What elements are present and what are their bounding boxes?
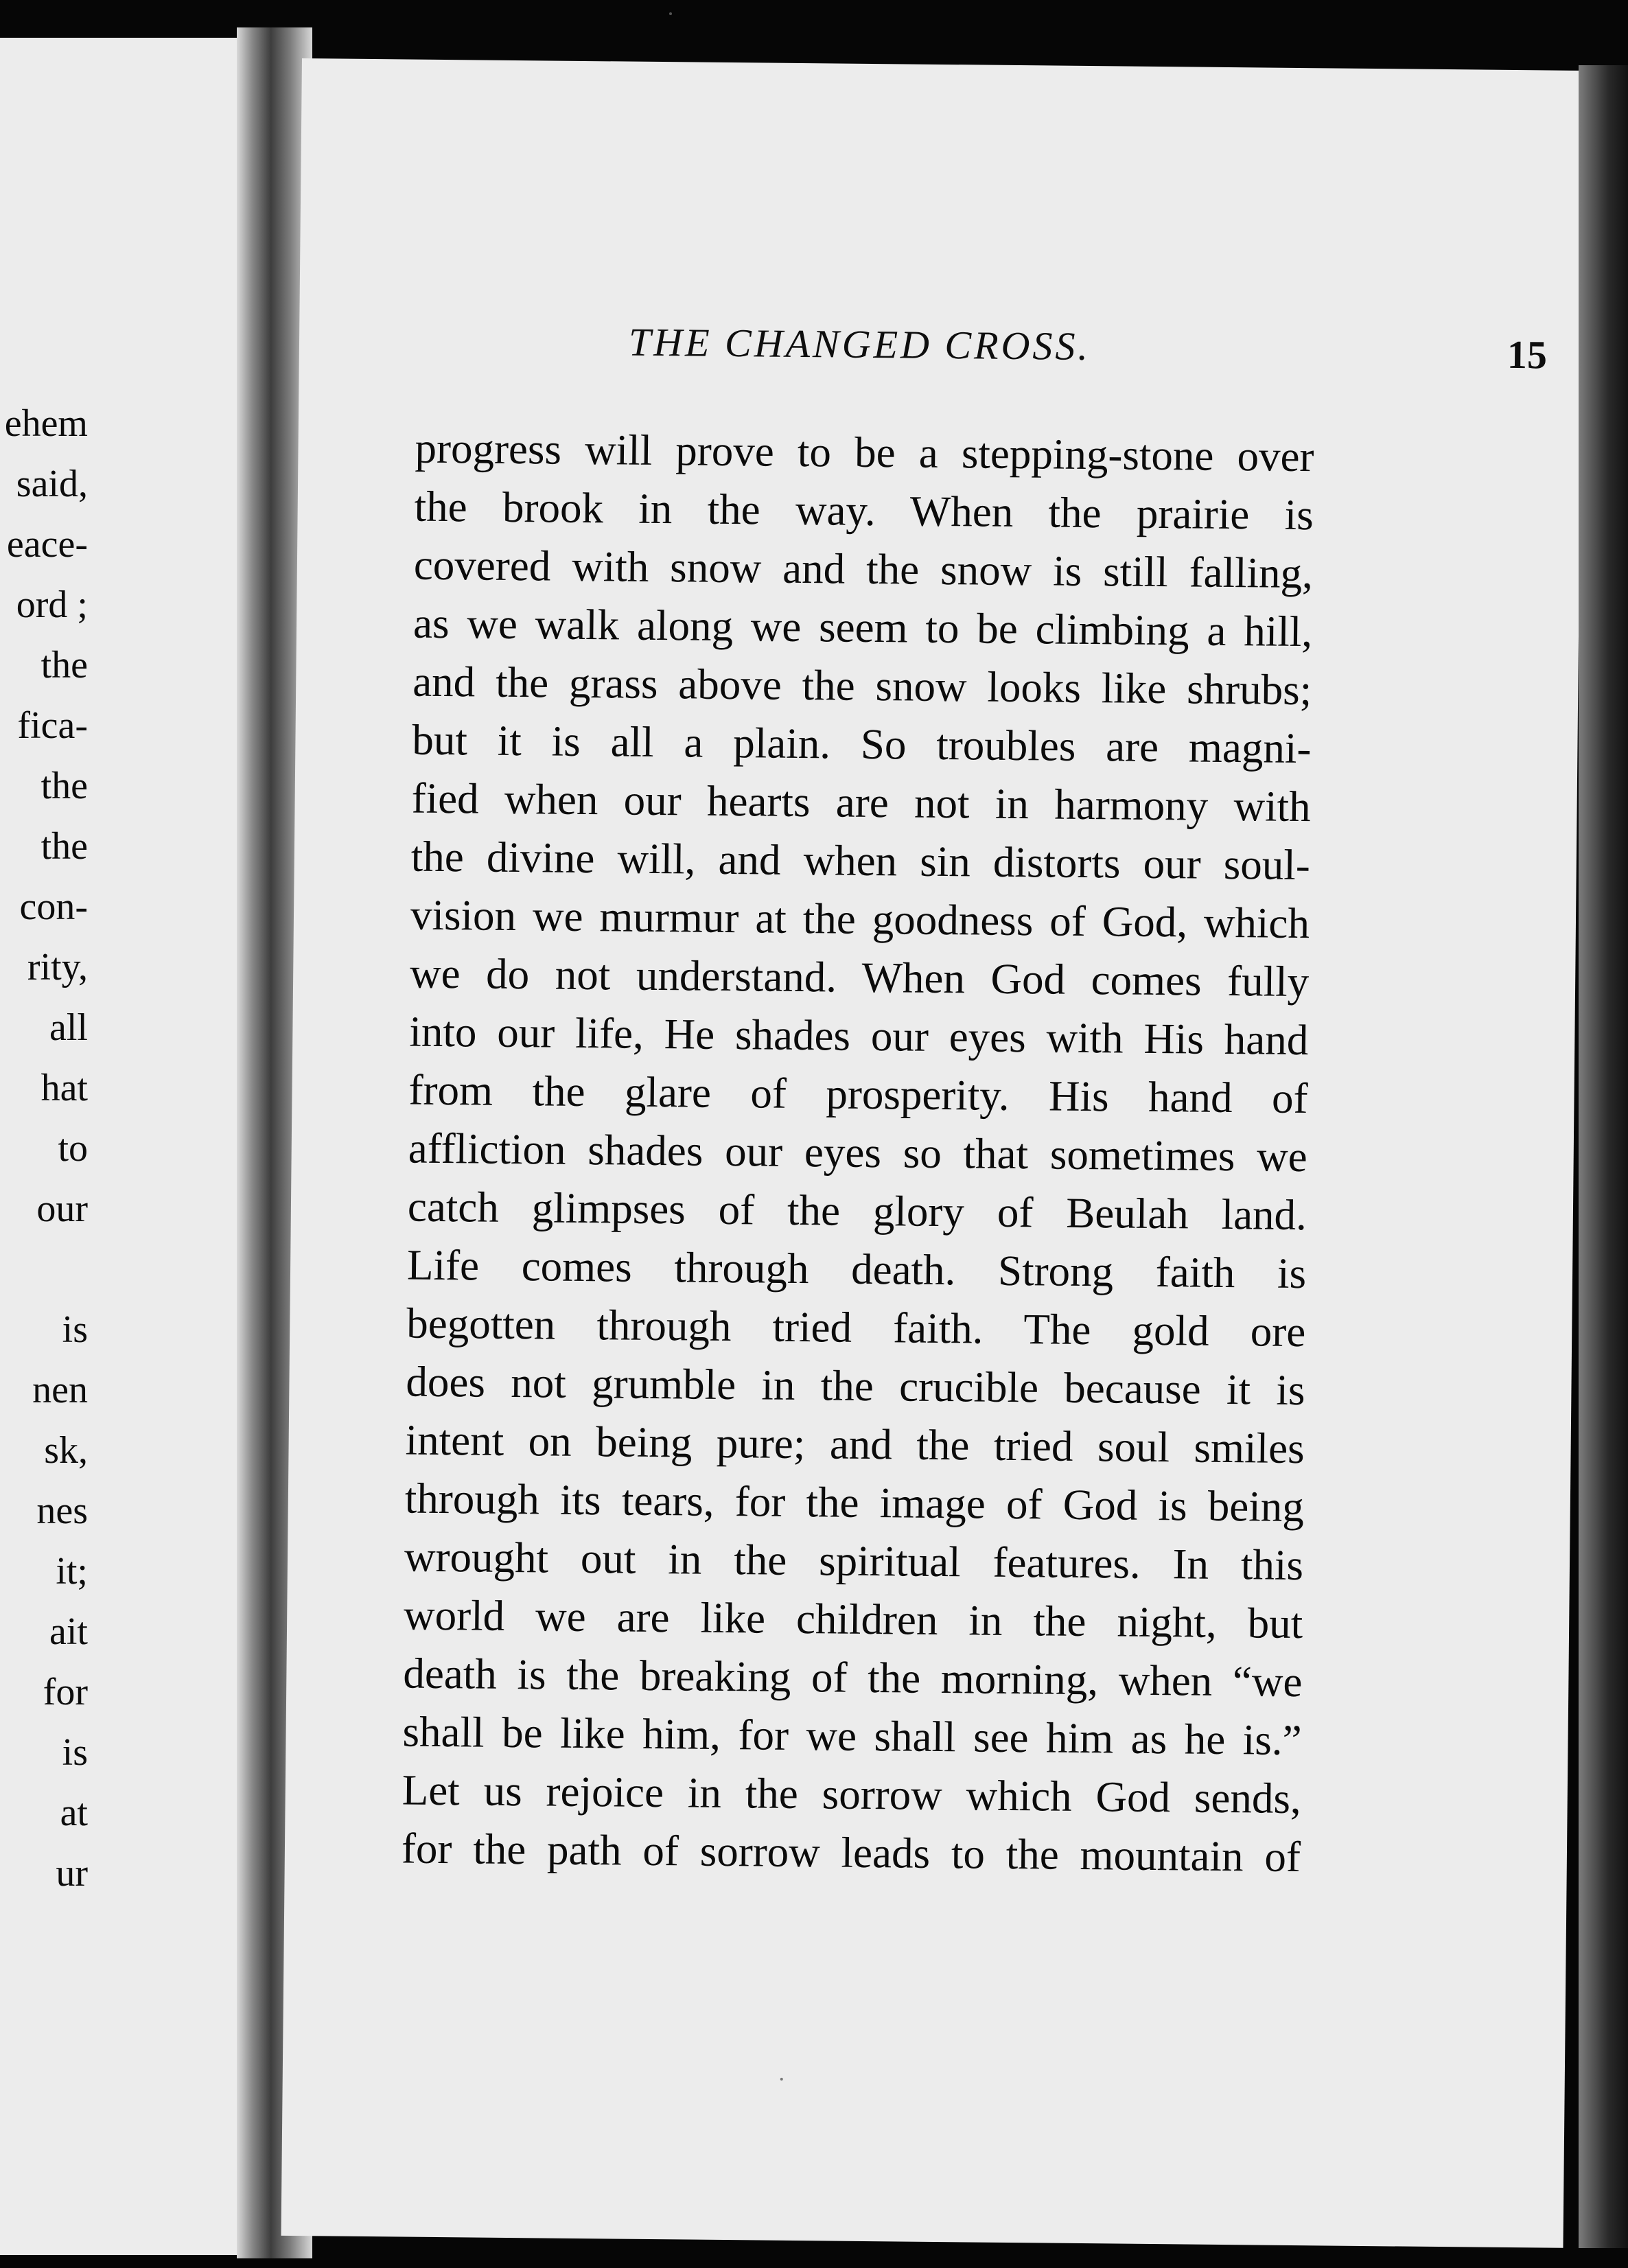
text-line: the divine will, and when sin distorts our soul- — [410, 832, 1311, 890]
left-page-line: all — [49, 1006, 88, 1049]
left-page-line: it; — [56, 1550, 88, 1593]
text-line: does not grumble in the crucible because it is — [406, 1357, 1305, 1415]
left-page-line: eace- — [6, 523, 88, 566]
page-number: 15 — [1507, 332, 1548, 378]
left-page-line: said, — [16, 463, 88, 505]
left-page-line: ord ; — [16, 583, 88, 626]
text-line: Life comes through death. Strong faith is — [406, 1240, 1307, 1298]
text-line: and the grass above the snow looks like shrubs; — [412, 657, 1312, 715]
left-page-line: hat — [40, 1067, 88, 1109]
text-line: affliction shades our eyes so that sometimes we — [408, 1124, 1308, 1181]
left-page-line: fica- — [17, 704, 88, 747]
text-line: shall be like him, for we shall see him as he is.” — [402, 1707, 1302, 1765]
scan-speck — [669, 12, 672, 15]
text-line: the brook in the way. When the prairie is — [414, 482, 1314, 540]
text-line: wrought out in the spiritual features. In this — [404, 1532, 1304, 1590]
left-page-line: nes — [36, 1490, 88, 1532]
page-header — [629, 319, 1577, 390]
left-page-line: the — [40, 825, 88, 868]
left-page-line: to — [58, 1127, 88, 1170]
text-line: death is the breaking of the morning, when “we — [403, 1649, 1303, 1706]
left-page-line: nen — [32, 1369, 88, 1411]
page-edge-shadow — [1579, 65, 1628, 2248]
right-page — [281, 58, 1584, 2248]
text-line: progress will prove to be a stepping-stone over — [415, 424, 1314, 481]
left-page-text-column — [0, 38, 91, 2255]
left-page-line: sk, — [44, 1429, 88, 1472]
text-line: for the path of sorrow leads to the mountain of — [401, 1824, 1301, 1882]
text-line: but it is all a plain. So troubles are magni- — [412, 715, 1312, 773]
left-page-line: for — [43, 1671, 88, 1713]
text-line: we do not understand. When God comes fully — [409, 949, 1310, 1006]
text-line: catch glimpses of the glory of Beulah land. — [407, 1182, 1307, 1240]
left-page-line: con- — [19, 886, 88, 928]
text-line: vision we murmur at the goodness of God, which — [410, 890, 1310, 948]
running-title: THE CHANGED CROSS. — [628, 319, 1091, 369]
left-page-line: is — [62, 1731, 88, 1774]
text-line: covered with snow and the snow is still falling, — [413, 540, 1314, 598]
text-line: through its tears, for the image of God is being — [404, 1474, 1305, 1531]
left-page-line: at — [60, 1792, 88, 1834]
left-page-line: ehem — [4, 402, 88, 445]
paper-speck — [780, 2078, 783, 2081]
left-page-line: ait — [49, 1610, 88, 1653]
left-page-line: our — [36, 1188, 88, 1230]
left-page-line: is — [62, 1308, 88, 1351]
text-line: into our life, He shades our eyes with His hand — [409, 1007, 1309, 1065]
left-page — [0, 38, 248, 2255]
text-line: as we walk along we seem to be climbing a hill, — [412, 599, 1313, 656]
left-page-line: the — [40, 765, 88, 807]
left-page-line: the — [40, 644, 88, 686]
text-line: intent on being pure; and the tried soul smiles — [405, 1415, 1305, 1473]
text-line: fied when our hearts are not in harmony with — [411, 774, 1311, 831]
text-line: world we are like children in the night, but — [403, 1590, 1303, 1648]
text-line: from the glare of prosperity. His hand of — [408, 1065, 1308, 1123]
left-page-line: ur — [56, 1852, 88, 1895]
left-page-line: rity, — [27, 946, 88, 988]
text-line: Let us rejoice in the sorrow which God sends, — [402, 1766, 1302, 1823]
text-line: begotten through tried faith. The gold ore — [406, 1299, 1306, 1356]
